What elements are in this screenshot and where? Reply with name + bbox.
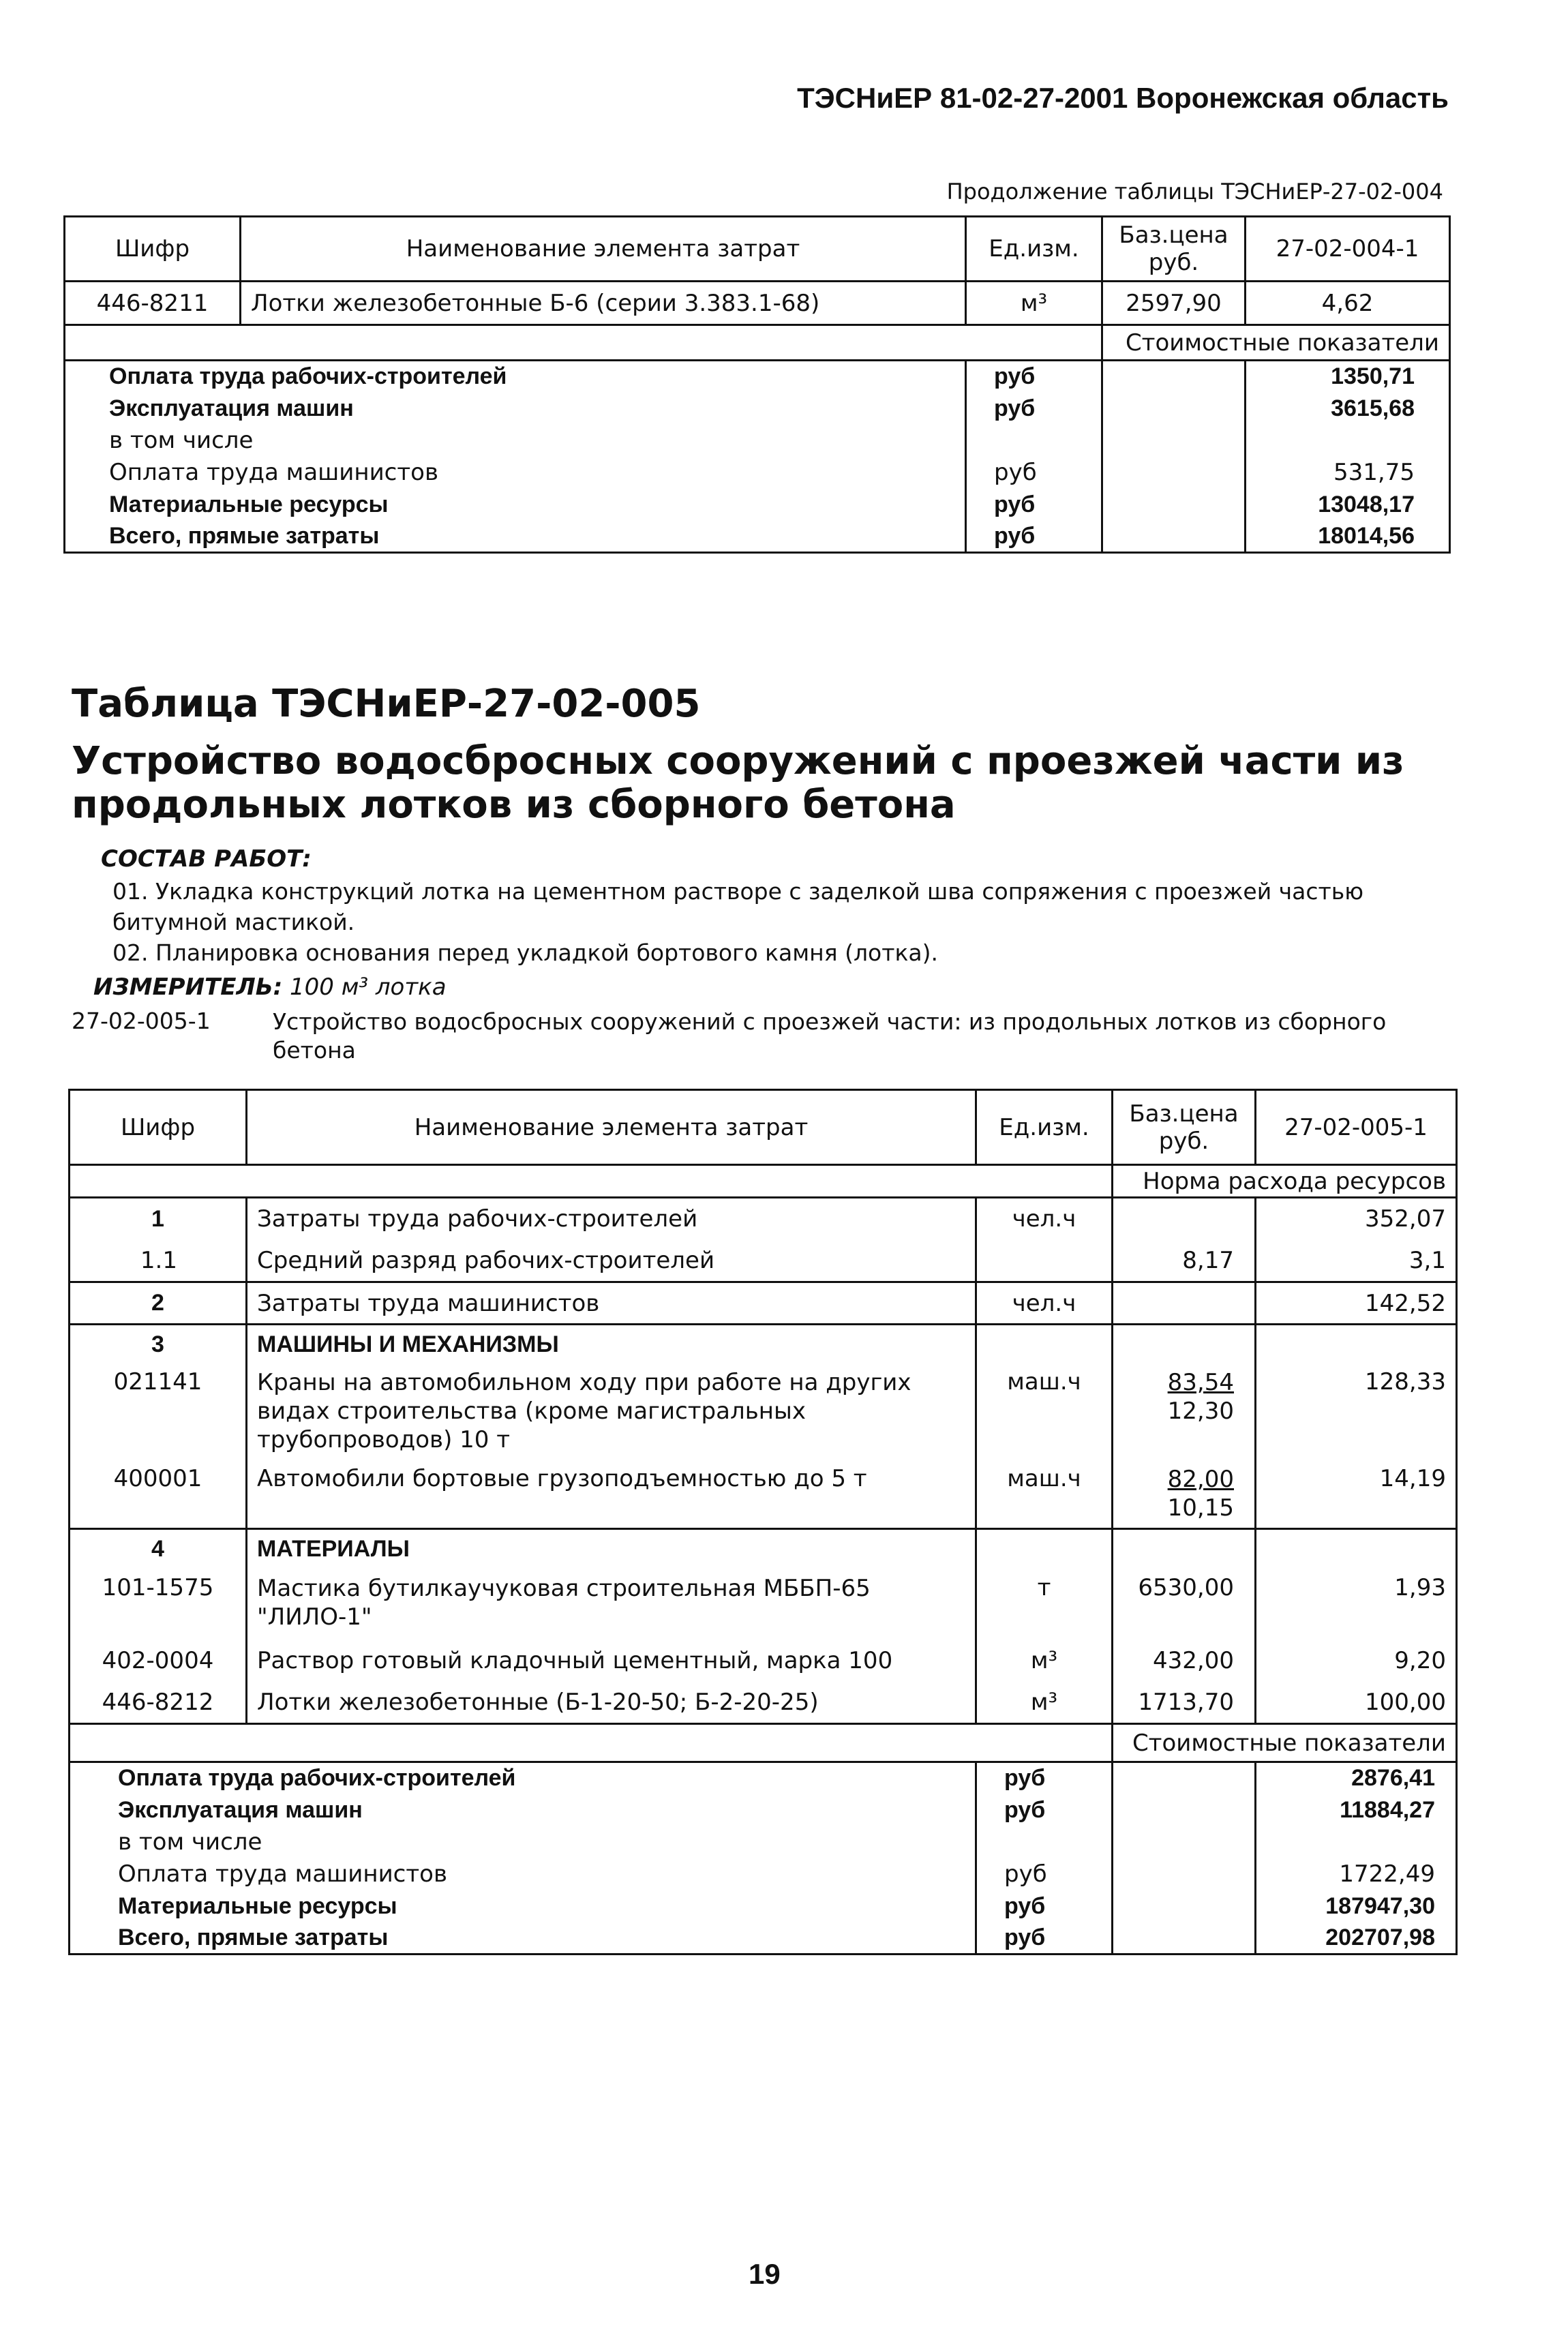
row-price-wages: 10,15 xyxy=(1167,1494,1234,1522)
row-value: 1,93 xyxy=(1256,1569,1457,1640)
cost-value: 1350,71 xyxy=(1246,361,1450,393)
row-value: 9,20 xyxy=(1256,1640,1457,1682)
header-price: Баз.цена руб. xyxy=(1113,1090,1256,1165)
row-name: Средний разряд рабочих-строителей xyxy=(247,1240,976,1282)
row-value: 14,19 xyxy=(1256,1462,1457,1529)
cost-name: Оплата труда машинистов xyxy=(65,457,966,489)
cost-unit: руб xyxy=(966,393,1102,425)
measure-value: 100 м³ лотка xyxy=(290,974,447,1001)
row-price xyxy=(1113,1282,1256,1325)
cost-name: Оплата труда машинистов xyxy=(70,1858,976,1890)
row-price-total: 82,00 xyxy=(1167,1465,1234,1493)
row-name: МАШИНЫ И МЕХАНИЗМЫ xyxy=(247,1325,976,1364)
cost-name: в том числе xyxy=(70,1826,976,1858)
header-norm-code: 27-02-004-1 xyxy=(1246,217,1450,282)
row-value: 4,62 xyxy=(1246,282,1450,325)
measure-label: ИЗМЕРИТЕЛЬ: xyxy=(93,974,283,1001)
row-price xyxy=(1113,1462,1256,1529)
row-code: 446-8211 xyxy=(65,282,241,325)
header-name: Наименование элемента затрат xyxy=(241,217,966,282)
row-price: 432,00 xyxy=(1113,1640,1256,1682)
row-unit: маш.ч xyxy=(976,1364,1113,1462)
cost-row xyxy=(65,457,1450,489)
table-row xyxy=(70,1198,1457,1240)
cost-row xyxy=(70,1826,1457,1858)
table-row xyxy=(70,1462,1457,1529)
cost-name: Всего, прямые затраты xyxy=(65,521,966,553)
cost-row xyxy=(65,361,1450,393)
row-unit: чел.ч xyxy=(976,1282,1113,1325)
section-label-row xyxy=(65,325,1450,361)
cost-row xyxy=(65,489,1450,521)
row-name: Затраты труда машинистов xyxy=(247,1282,976,1325)
row-price: 2597,90 xyxy=(1102,282,1246,325)
table-header-row xyxy=(65,217,1450,282)
row-code: 446-8212 xyxy=(70,1682,247,1724)
cost-name: в том числе xyxy=(65,425,966,457)
table-row xyxy=(70,1240,1457,1282)
row-name: Мастика бутилкаучуковая строительная МББП-65 "ЛИЛО-1" xyxy=(247,1569,976,1640)
header-norm-code: 27-02-005-1 xyxy=(1256,1090,1457,1165)
continuation-caption: Продолжение таблицы ТЭСНиЕР-27-02-004 xyxy=(946,179,1443,205)
table-row xyxy=(70,1682,1457,1724)
cost-row xyxy=(70,1890,1457,1922)
cost-value: 531,75 xyxy=(1246,457,1450,489)
measure-line xyxy=(93,974,447,1001)
table-header-row xyxy=(70,1090,1457,1165)
row-price xyxy=(1113,1198,1256,1240)
section-label: Стоимостные показатели xyxy=(1102,325,1450,361)
row-name: МАТЕРИАЛЫ xyxy=(247,1529,976,1569)
cost-unit: руб xyxy=(966,489,1102,521)
row-name: Затраты труда рабочих-строителей xyxy=(247,1198,976,1240)
header-price: Баз.цена руб. xyxy=(1102,217,1246,282)
section-label: Стоимостные показатели xyxy=(1113,1724,1457,1762)
cost-value: 11884,27 xyxy=(1256,1794,1457,1826)
cost-value: 3615,68 xyxy=(1246,393,1450,425)
row-name: Лотки железобетонные Б-6 (серии 3.383.1-68) xyxy=(241,282,966,325)
norm-code-description: Устройство водосбросных сооружений с проезжей части: из продольных лотков из сборного бетона xyxy=(273,1008,1387,1063)
table-title: Таблица ТЭСНиЕР-27-02-005 xyxy=(72,682,701,726)
cost-unit: руб xyxy=(976,1922,1113,1955)
cost-unit: руб xyxy=(966,361,1102,393)
cost-row xyxy=(70,1794,1457,1826)
cost-value: 13048,17 xyxy=(1246,489,1450,521)
cost-value: 18014,56 xyxy=(1246,521,1450,553)
row-code: 400001 xyxy=(70,1462,247,1529)
table-row xyxy=(70,1640,1457,1682)
cost-unit: руб xyxy=(966,521,1102,553)
cost-name: Оплата труда рабочих-строителей xyxy=(70,1762,976,1794)
cost-name: Материальные ресурсы xyxy=(65,489,966,521)
row-value: 352,07 xyxy=(1256,1198,1457,1240)
table-row xyxy=(70,1282,1457,1325)
row-code: 3 xyxy=(70,1325,247,1364)
cost-row xyxy=(70,1858,1457,1890)
cost-value: 187947,30 xyxy=(1256,1890,1457,1922)
cost-unit: руб xyxy=(976,1858,1113,1890)
row-code: 402-0004 xyxy=(70,1640,247,1682)
sostav-label: СОСТАВ РАБОТ: xyxy=(101,845,312,873)
row-value: 3,1 xyxy=(1256,1240,1457,1282)
cost-unit: руб xyxy=(976,1762,1113,1794)
row-name: Лотки железобетонные (Б-1-20-50; Б-2-20-25) xyxy=(247,1682,976,1724)
work-item-01: 01. Укладка конструкций лотка на цементном растворе с заделкой шва сопряжения с проезжей частью битумной мастикой. xyxy=(112,878,1363,935)
table-27-02-004 xyxy=(63,215,1451,554)
row-unit: чел.ч xyxy=(976,1198,1113,1240)
row-code: 021141 xyxy=(70,1364,247,1462)
cost-row xyxy=(65,393,1450,425)
table-row xyxy=(65,282,1450,325)
row-name: Раствор готовый кладочный цементный, марка 100 xyxy=(247,1640,976,1682)
section-label-row xyxy=(70,1724,1457,1762)
cost-unit: руб xyxy=(966,457,1102,489)
cost-row xyxy=(65,425,1450,457)
table-row xyxy=(70,1325,1457,1364)
row-unit: м³ xyxy=(976,1682,1113,1724)
cost-name: Эксплуатация машин xyxy=(70,1794,976,1826)
table-row xyxy=(70,1529,1457,1569)
cost-name: Всего, прямые затраты xyxy=(70,1922,976,1955)
header-name: Наименование элемента затрат xyxy=(247,1090,976,1165)
row-price: 6530,00 xyxy=(1113,1569,1256,1640)
header-unit: Ед.изм. xyxy=(966,217,1102,282)
table-subtitle: Устройство водосбросных сооружений с проезжей части из продольных лотков из сборного бетона xyxy=(72,739,1404,827)
header-code: Шифр xyxy=(65,217,241,282)
row-unit: м³ xyxy=(966,282,1102,325)
cost-name: Материальные ресурсы xyxy=(70,1890,976,1922)
row-value: 128,33 xyxy=(1256,1364,1457,1462)
row-unit: маш.ч xyxy=(976,1462,1113,1529)
row-unit: т xyxy=(976,1569,1113,1640)
header-code: Шифр xyxy=(70,1090,247,1165)
row-name: Краны на автомобильном ходу при работе на других видах строительства (кроме магистральных трубопроводов) 10 т xyxy=(247,1364,976,1462)
page-number: 19 xyxy=(749,2258,781,2290)
row-value: 100,00 xyxy=(1256,1682,1457,1724)
cost-name: Оплата труда рабочих-строителей xyxy=(65,361,966,393)
row-price-wages: 12,30 xyxy=(1167,1397,1234,1425)
row-code: 1 xyxy=(70,1198,247,1240)
cost-unit: руб xyxy=(976,1890,1113,1922)
table-27-02-005 xyxy=(68,1089,1458,1955)
row-code: 2 xyxy=(70,1282,247,1325)
cost-row xyxy=(70,1922,1457,1955)
header-unit: Ед.изм. xyxy=(976,1090,1113,1165)
row-unit: м³ xyxy=(976,1640,1113,1682)
row-code: 4 xyxy=(70,1529,247,1569)
row-code: 1.1 xyxy=(70,1240,247,1282)
row-unit xyxy=(976,1240,1113,1282)
norm-label-row xyxy=(70,1165,1457,1198)
cost-value: 2876,41 xyxy=(1256,1762,1457,1794)
cost-value: 202707,98 xyxy=(1256,1922,1457,1955)
cost-value: 1722,49 xyxy=(1256,1858,1457,1890)
table-row xyxy=(70,1569,1457,1640)
row-price: 8,17 xyxy=(1113,1240,1256,1282)
row-code: 101-1575 xyxy=(70,1569,247,1640)
row-price-total: 83,54 xyxy=(1167,1368,1234,1396)
cost-row xyxy=(65,521,1450,553)
row-name: Автомобили бортовые грузоподъемностью до 5 т xyxy=(247,1462,976,1529)
running-header: ТЭСНиЕР 81-02-27-2001 Воронежская область xyxy=(797,82,1449,114)
cost-unit: руб xyxy=(976,1794,1113,1826)
norm-code: 27-02-005-1 xyxy=(72,1008,211,1034)
row-price: 1713,70 xyxy=(1113,1682,1256,1724)
norm-label: Норма расхода ресурсов xyxy=(1113,1165,1457,1198)
cost-row xyxy=(70,1762,1457,1794)
row-price xyxy=(1113,1364,1256,1462)
cost-name: Эксплуатация машин xyxy=(65,393,966,425)
work-item-02: 02. Планировка основания перед укладкой бортового камня (лотка). xyxy=(112,939,938,966)
row-value: 142,52 xyxy=(1256,1282,1457,1325)
table-row xyxy=(70,1364,1457,1462)
